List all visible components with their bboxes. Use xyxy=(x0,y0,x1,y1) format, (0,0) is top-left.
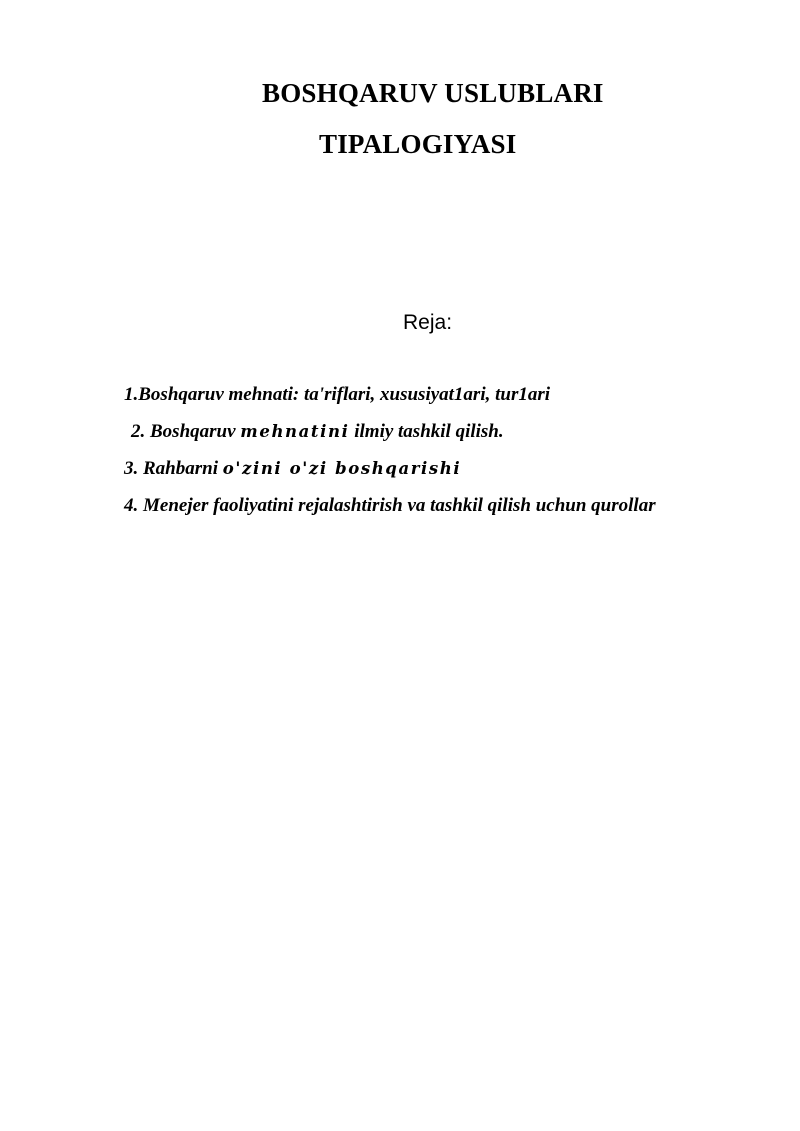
plan-item-4: 4. Menejer faoliyatini rejalashtirish va tashkil qilish uchun qurollar xyxy=(124,495,656,516)
plan-item-2-text-end: ilmiy tashkil qilish. xyxy=(349,421,504,442)
plan-item-2-spaced-text: mehnatini xyxy=(240,422,350,441)
plan-item-2-text-start: 2. Boshqaruv xyxy=(131,421,241,442)
document-title-line-1: BOSHQARUV USLUBLARI xyxy=(262,78,604,108)
plan-item-3-text-start: 3. Rahbarni xyxy=(124,458,223,479)
plan-item-2 xyxy=(131,421,504,443)
document-title-line-2: TIPALOGIYASI xyxy=(319,129,517,159)
plan-item-3-spaced-text: o'zini o'zi boshqarishi xyxy=(222,459,462,478)
plan-heading: Reja: xyxy=(403,311,453,334)
plan-item-3 xyxy=(124,458,461,480)
plan-item-1: 1.Boshqaruv mehnati: ta'riflari, xususiyat1ari, tur1ari xyxy=(124,384,551,405)
